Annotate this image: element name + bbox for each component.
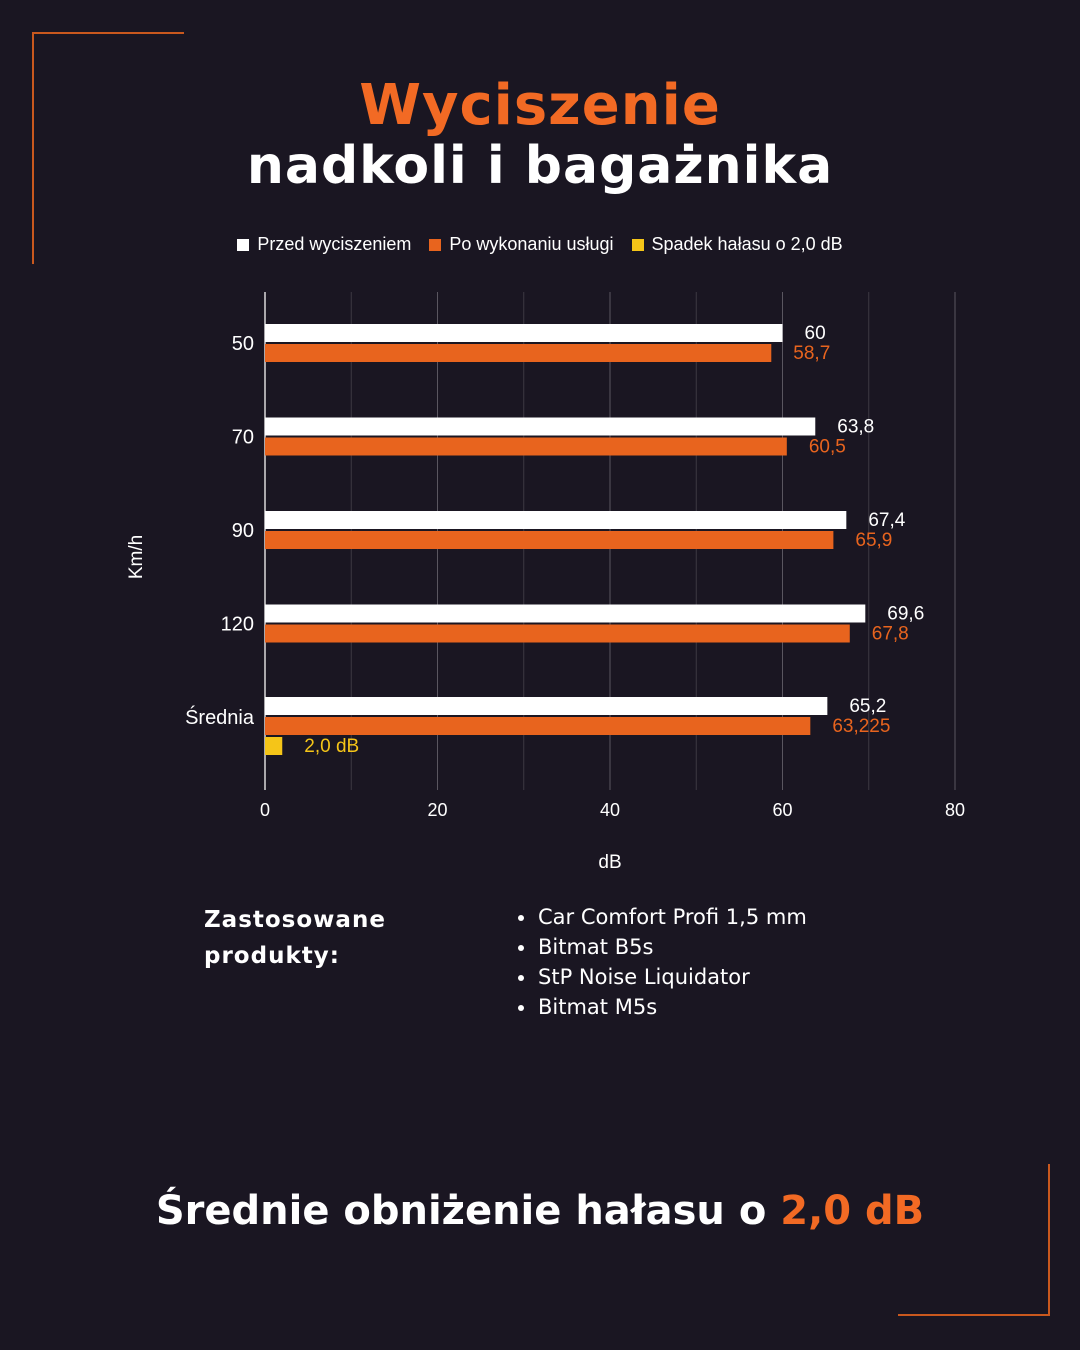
x-tick-label: 0 bbox=[259, 800, 271, 820]
y-tick-label: Średnia bbox=[185, 707, 254, 729]
legend-label-drop: Spadek hałasu o 2,0 dB bbox=[651, 234, 843, 254]
data-label: 60,5 bbox=[808, 436, 846, 458]
x-tick-label: 20 bbox=[427, 800, 448, 820]
y-tick-label: 120 bbox=[220, 613, 254, 636]
footer-text: Średnie obniżenie hałasu o bbox=[155, 1188, 781, 1234]
bar-after bbox=[265, 344, 771, 362]
data-label: 2,0 dB bbox=[304, 736, 360, 757]
data-label: 67,8 bbox=[871, 623, 909, 645]
bar-drop bbox=[265, 737, 282, 755]
page-title bbox=[0, 73, 1080, 196]
bar-before bbox=[265, 418, 815, 436]
corner-decoration-bottom-right bbox=[898, 1164, 1050, 1316]
legend-item-drop bbox=[632, 234, 843, 255]
x-tick-label: 60 bbox=[772, 800, 793, 820]
legend-item-after bbox=[429, 234, 613, 255]
bar-after bbox=[265, 717, 810, 735]
legend-swatch-before bbox=[237, 239, 249, 251]
y-tick-label: 50 bbox=[231, 333, 254, 355]
data-label: 65,9 bbox=[855, 530, 893, 551]
x-axis-title: dB bbox=[598, 852, 622, 873]
products-list bbox=[514, 902, 807, 1022]
products-heading: Zastosowane produkty: bbox=[204, 907, 386, 969]
data-label: 65,2 bbox=[849, 696, 887, 717]
legend-swatch-after bbox=[429, 239, 441, 251]
y-axis-title: Km/h bbox=[126, 534, 147, 580]
bar-before bbox=[265, 511, 846, 529]
data-label: 67,4 bbox=[868, 510, 906, 531]
legend-item-before bbox=[237, 234, 411, 255]
legend-label-before: Przed wyciszeniem bbox=[257, 234, 412, 254]
x-tick-label: 80 bbox=[944, 800, 966, 820]
bar-after bbox=[265, 625, 850, 643]
data-label: 63,8 bbox=[837, 416, 875, 438]
title-line-2: nadkoli i bagażnika bbox=[246, 136, 834, 196]
footer-highlight: 2,0 dB bbox=[780, 1188, 925, 1234]
title-line-1: Wyciszenie bbox=[359, 73, 721, 138]
product-item: Car Comfort Profi 1,5 mm bbox=[514, 902, 807, 932]
bar-before bbox=[265, 605, 865, 623]
bar-after bbox=[265, 531, 833, 549]
bar-chart bbox=[0, 270, 1080, 890]
chart-legend bbox=[0, 234, 1080, 255]
bar-before bbox=[265, 697, 827, 715]
data-label: 60 bbox=[804, 323, 826, 344]
bar-before bbox=[265, 324, 783, 342]
product-item: StP Noise Liquidator bbox=[514, 962, 807, 992]
y-tick-label: 70 bbox=[231, 426, 254, 449]
x-tick-label: 40 bbox=[599, 800, 621, 820]
product-item: Bitmat B5s bbox=[514, 932, 807, 962]
data-label: 63,225 bbox=[832, 716, 891, 737]
product-item: Bitmat M5s bbox=[514, 992, 807, 1022]
y-tick-label: 90 bbox=[231, 520, 254, 542]
data-label: 58,7 bbox=[793, 343, 831, 364]
legend-swatch-drop bbox=[632, 239, 644, 251]
footer-summary bbox=[0, 1188, 1080, 1234]
bar-after bbox=[265, 438, 787, 456]
legend-label-after: Po wykonaniu usługi bbox=[449, 234, 614, 254]
data-label: 69,6 bbox=[887, 603, 925, 625]
